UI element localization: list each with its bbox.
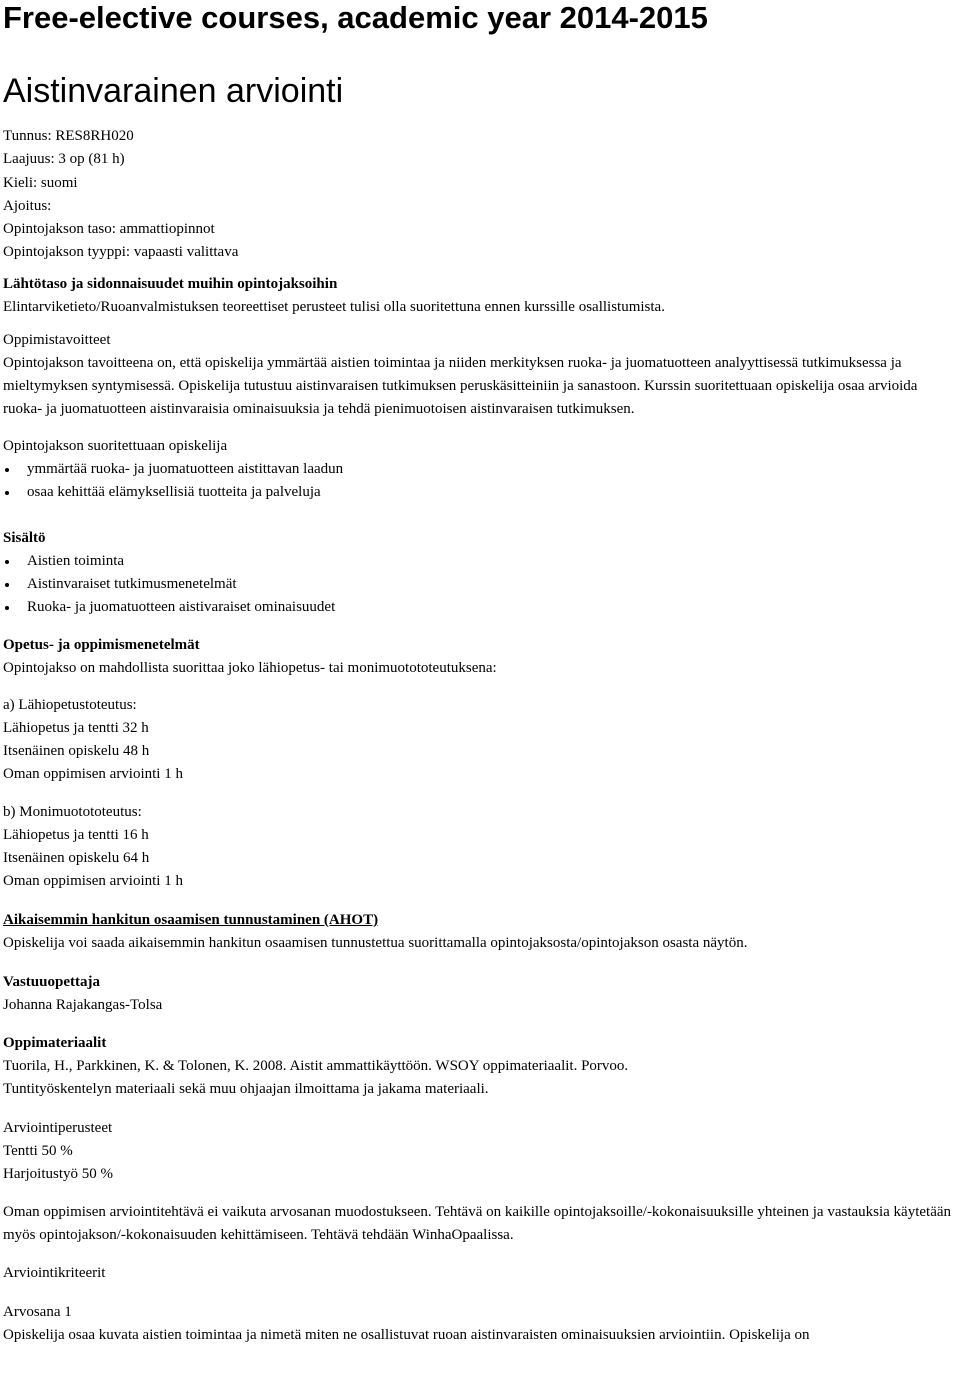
option-a-line: Oman oppimisen arviointi 1 h — [3, 765, 183, 782]
objectives-after-label: Opintojakson suoritettuaan opiskelija — [3, 437, 228, 454]
meta-level: Opintojakson taso: ammattiopinnot — [3, 221, 215, 238]
list-item: Aistien toiminta — [3, 550, 958, 573]
course-title: Aistinvarainen arviointi — [3, 72, 344, 110]
grading-line: Harjoitustyö 50 % — [3, 1165, 113, 1182]
grading-heading: Arviointiperusteet — [3, 1119, 113, 1136]
criteria-heading: Arviointikriteerit — [3, 1264, 106, 1281]
section-grading — [3, 1117, 958, 1247]
objectives-text: Opintojakson tavoitteena on, että opiskelija ymmärtää aistien toimintaa ja niiden merkityksen ruoka- ja juomatuotteen analyyttisessä tutkimuksessa ja mieltymyksen syntymisessä. Opiskelija tutustuu aistinvaraisen tutkimuksen peruskäsitteiniin ja sanastoon. Kurssin suoritettuaan opiskelija osaa arvioida ruoka- ja juomatuotteen aistinvaraisia ominaisuuksia ja tehdä pienimuotoisen aistinvaraisen tutkimuksen. — [3, 354, 918, 417]
objectives-heading: Oppimistavoitteet — [3, 331, 111, 348]
document-page — [3, 0, 958, 1347]
option-a-line: Itsenäinen opiskelu 48 h — [3, 742, 150, 759]
option-b-line: Lähiopetus ja tentti 16 h — [3, 826, 149, 843]
content-heading: Sisältö — [3, 529, 46, 546]
section-prerequisites — [3, 273, 958, 319]
list-item: Aistinvaraiset tutkimusmenetelmät — [3, 573, 958, 596]
materials-line: Tuorila, H., Parkkinen, K. & Tolonen, K. 2008. Aistit ammattikäyttöön. WSOY oppimateriaalit. Porvoo. — [3, 1057, 629, 1074]
ahot-heading: Aikaisemmin hankitun osaamisen tunnustaminen (AHOT) — [3, 911, 379, 928]
section-teacher — [3, 971, 958, 1017]
section-ahot — [3, 909, 958, 955]
section-objectives — [3, 329, 958, 504]
option-a-label: a) Lähiopetustoteutus: — [3, 696, 137, 713]
grading-line: Tentti 50 % — [3, 1142, 73, 1159]
content-list — [3, 550, 958, 619]
grading-note: Oman oppimisen arviointitehtävä ei vaikuta arvosanan muodostukseen. Tehtävä on kaikille opintojaksoille/-kokonaisuuksille yhteinen ja vastauksia käytetään myös opintojakson/-kokonaisuuden kehittämiseen. Tehtävä tehdään WinhaOpaalissa. — [3, 1203, 952, 1243]
page-title: Free-elective courses, academic year 2014-2015 — [3, 0, 708, 35]
methods-heading: Opetus- ja oppimismenetelmät — [3, 636, 200, 653]
option-a-line: Lähiopetus ja tentti 32 h — [3, 719, 149, 736]
section-criteria — [3, 1262, 958, 1347]
grade-1-label: Arvosana 1 — [3, 1303, 72, 1320]
ahot-text: Opiskelija voi saada aikaisemmin hankitun osaamisen tunnustettua suorittamalla opintojaksosta/opintojakson osasta näytön. — [3, 934, 748, 951]
teacher-heading: Vastuuopettaja — [3, 973, 100, 990]
list-item: Ruoka- ja juomatuotteen aistivaraiset ominaisuudet — [3, 596, 958, 619]
list-item: ymmärtää ruoka- ja juomatuotteen aistittavan laadun — [3, 458, 958, 481]
section-methods — [3, 634, 958, 893]
methods-intro: Opintojakso on mahdollista suorittaa joko lähiopetus- tai monimuotototeutuksena: — [3, 659, 497, 676]
objectives-list — [3, 458, 958, 504]
list-item: osaa kehittää elämyksellisiä tuotteita ja palveluja — [3, 481, 958, 504]
option-b-line: Itsenäinen opiskelu 64 h — [3, 849, 150, 866]
option-b-line: Oman oppimisen arviointi 1 h — [3, 872, 183, 889]
meta-code: Tunnus: RES8RH020 — [3, 128, 134, 144]
prerequisites-text: Elintarviketieto/Ruoanvalmistuksen teoreettiset perusteet tulisi olla suoritettuna ennen kurssille osallistumista. — [3, 298, 665, 315]
grade-1-text: Opiskelija osaa kuvata aistien toimintaa ja nimetä miten ne osallistuvat ruoan aistinvaraisten ominaisuuksien arviointiin. Opiskelija on — [3, 1326, 810, 1343]
option-b-label: b) Monimuotototeutus: — [3, 803, 142, 820]
teacher-name: Johanna Rajakangas-Tolsa — [3, 996, 163, 1013]
section-content — [3, 527, 958, 619]
section-materials — [3, 1032, 958, 1101]
materials-heading: Oppimateriaalit — [3, 1034, 107, 1051]
materials-line: Tuntityöskentelyn materiaali sekä muu ohjaajan ilmoittama ja jakama materiaali. — [3, 1080, 489, 1097]
course-meta — [3, 125, 958, 265]
meta-type: Opintojakson tyyppi: vapaasti valittava — [3, 244, 239, 261]
meta-timing: Ajoitus: — [3, 197, 52, 214]
meta-scope: Laajuus: 3 op (81 h) — [3, 151, 125, 168]
prerequisites-heading: Lähtötaso ja sidonnaisuudet muihin opintojaksoihin — [3, 275, 338, 292]
meta-language: Kieli: suomi — [3, 174, 78, 191]
